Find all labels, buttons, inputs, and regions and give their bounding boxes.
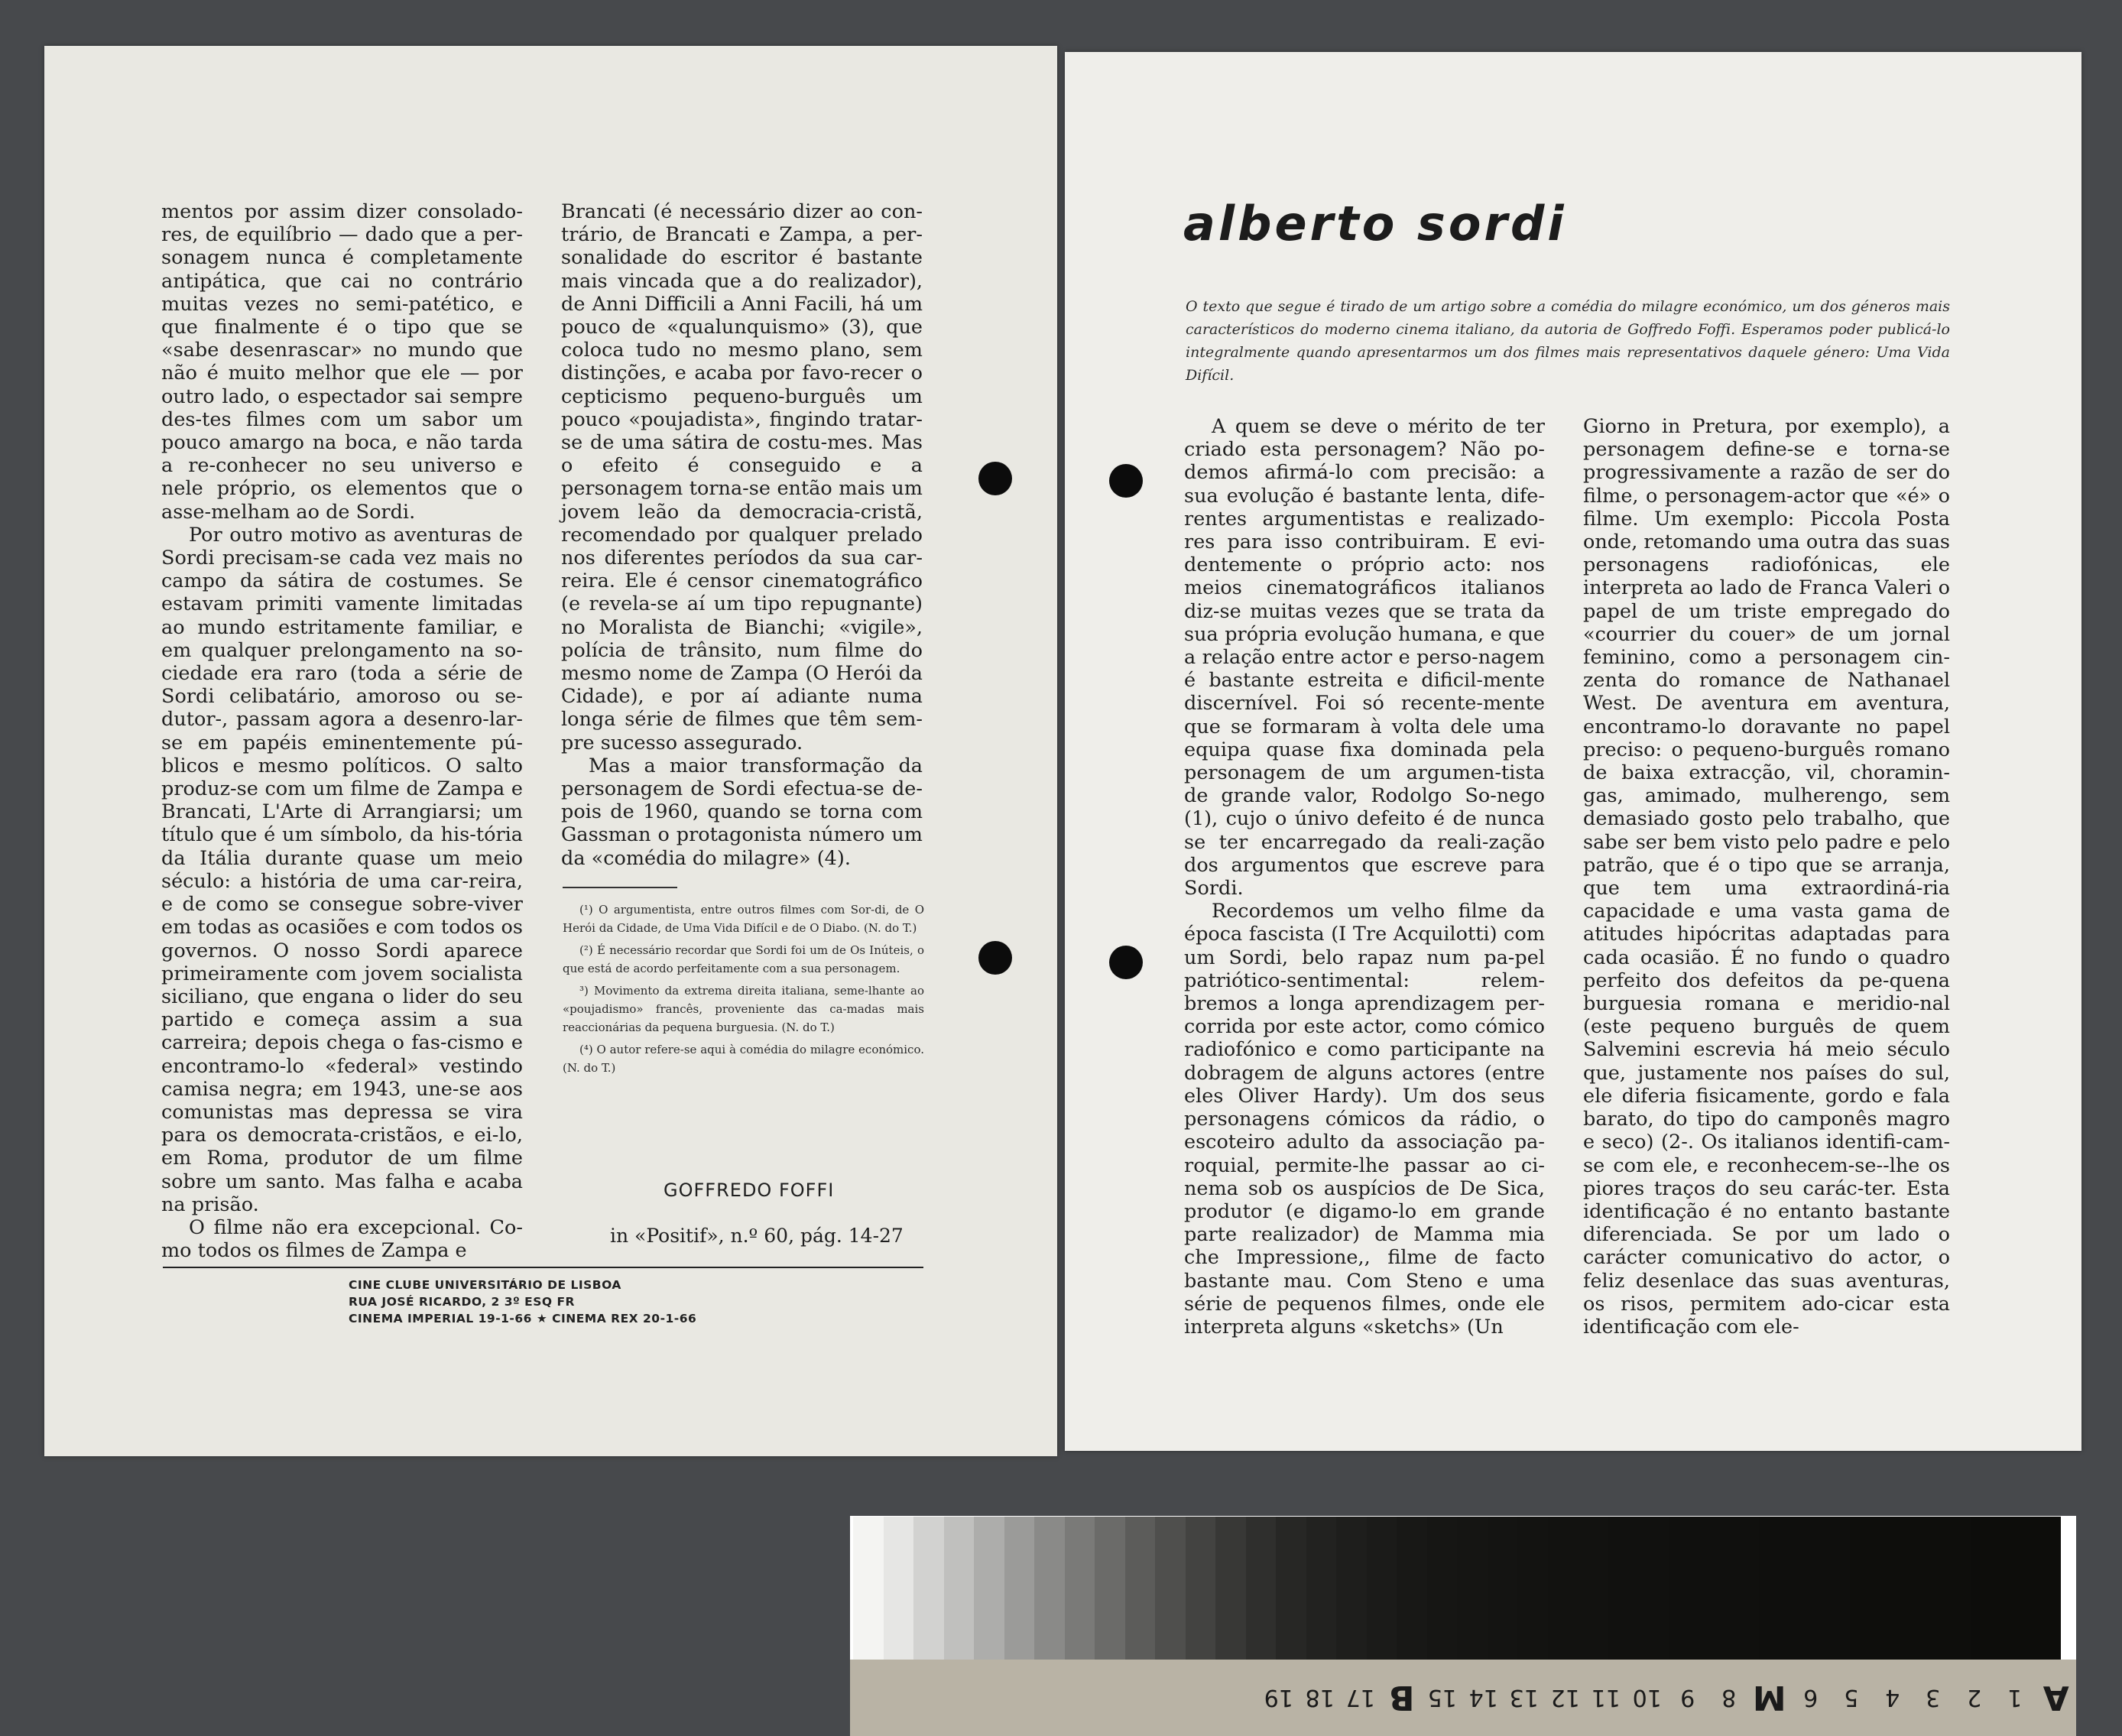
club-info: [349, 1277, 696, 1327]
gray-swatch: [2031, 1517, 2062, 1660]
scale-label: 6: [1802, 1684, 1818, 1712]
gray-swatch: [1034, 1517, 1065, 1660]
gray-swatch: [1306, 1517, 1337, 1660]
club-line: CINEMA IMPERIAL 19-1-66 ★ CINEMA REX 20-1-66: [349, 1312, 697, 1326]
gray-swatch: [1186, 1517, 1216, 1660]
scale-label: 5: [1844, 1684, 1859, 1712]
gray-swatch: [853, 1517, 884, 1660]
right-column-2: [1583, 415, 1950, 1339]
gray-swatch: [1940, 1517, 1971, 1660]
scale-label: 2: [1966, 1684, 1981, 1712]
footnote: (⁴) O autor refere-se aqui à comédia do milagre económico. (N. do T.): [563, 1043, 924, 1075]
gray-swatch: [944, 1517, 975, 1660]
punch-hole: [1109, 946, 1143, 979]
gray-swatch: [1246, 1517, 1277, 1660]
footnote: ³) Movimento da extrema direita italiana, seme-lhante ao «poujadismo» francês, proveniente das ca-madas mais reaccionárias da pequena burguesia. (N. do T.): [563, 984, 924, 1034]
paragraph: Por outro motivo as aventuras de Sordi precisam-se cada vez mais no campo da sátira de costumes. Se estavam primiti vamente limitadas ao mundo estritamente familiar, e em qualquer prelongamento na so-ciedade era raro (toda a série de Sordi celibatário, amoroso ou se-dutor-, passam agora a desenro-lar-se em papéis eminentemente pú-blicos e mesmo políticos. O salto produz-se com um filme de Zampa e Brancati, L'Arte di Arrangiarsi; um título que é um símbolo, da his-tória da Itália durante quase um meio século: a história de uma car-reira, e de como se consegue sobre-viver em todas as ocasiões e com todos os governos. O nosso Sordi aparece primeiramente com jovem socialista siciliano, que engana o lider do seu partido e começa assim a sua carreira; depois chega o fas-cismo e encontramo-lo «federal» vestindo camisa negra; em 1943, une-se aos comunistas mas depressa se vira para os democrata-cristãos, e ei-lo, em Roma, produtor de um filme sobre um santo. Mas falha e acaba na prisão.: [161, 523, 523, 1216]
grayscale-swatches: [853, 1517, 2061, 1660]
right-column-1: [1184, 415, 1545, 1339]
gray-swatch: [1910, 1517, 1941, 1660]
gray-swatch: [1397, 1517, 1427, 1660]
scale-label: 8: [1721, 1684, 1736, 1712]
paragraph: O filme não era excepcional. Co-mo todos os filmes de Zampa e: [161, 1215, 523, 1263]
scale-label: 17: [1345, 1684, 1375, 1712]
paragraph: A quem se deve o mérito de ter criado esta personagem? Não po-demos afirmá-lo com precisão: a sua evolução é bastante lenta, dife-rentes argumentistas e realizado-res para isso contribuiram. E evi-dentemente o próprio acto: nos meios cinematográficos italianos diz-se muitas vezes que se trata da sua própria evolução humana, e que a relação entre actor e perso-nagem é bastante estreita e dificil-mente discernível. Foi só recente-mente que se formaram à volta dele uma equipa quase fixa dominada pela personagem de um argumen-tista de grande valor, Rodolgo So-nego (1), cujo o únivo defeito é de nunca se ter encarregado da reali-zação dos argumentos que escreve para Sordi.: [1184, 415, 1545, 900]
author-signature: GOFFREDO FOFFI: [664, 1180, 835, 1201]
scale-label: 10: [1632, 1684, 1662, 1712]
scale-label: 11: [1591, 1684, 1621, 1712]
gray-swatch: [1880, 1517, 1910, 1660]
gray-swatch: [1276, 1517, 1306, 1660]
gray-swatch: [1819, 1517, 1850, 1660]
article-title: alberto sordi: [1183, 196, 1567, 251]
gray-swatch: [1427, 1517, 1458, 1660]
scale-label: 13: [1509, 1684, 1539, 1712]
club-divider: [163, 1267, 923, 1268]
gray-swatch: [1336, 1517, 1367, 1660]
club-line: RUA JOSÉ RICARDO, 2 3º ESQ FR: [349, 1295, 575, 1309]
paragraph: Mas a maior transformação da personagem de Sordi efectua-se de-pois de 1960, quando se torna com Gassman o protagonista número um da «comédia do milagre» (4).: [561, 754, 923, 870]
gray-swatch: [1638, 1517, 1669, 1660]
gray-swatch: [1095, 1517, 1125, 1660]
gray-swatch: [1457, 1517, 1488, 1660]
gray-swatch: [1971, 1517, 2001, 1660]
scale-label: 19: [1264, 1684, 1293, 1712]
scale-label: B: [1388, 1678, 1415, 1718]
scale-label: 14: [1468, 1684, 1498, 1712]
source-citation: in «Positif», n.º 60, pág. 14-27: [610, 1225, 904, 1247]
footnotes: [563, 900, 924, 1081]
gray-swatch: [1759, 1517, 1789, 1660]
gray-swatch: [1699, 1517, 1729, 1660]
gray-swatch: [974, 1517, 1004, 1660]
paragraph: Giorno in Pretura, por exemplo), a personagem define-se e torna-se progressivamente a razão de ser do filme, o personagem-actor que «é» o filme. Um exemplo: Piccola Posta onde, retomando uma outra das suas personagens radiofónicas, ele interpreta ao lado de Franca Valeri o papel de um triste empregado do «courrier du couer» de um jornal feminino, como a personagem cin-zenta do romance de Nathanael West. De aventura em aventura, encontramo-lo doravante no papel preciso: o pequeno-burguês romano de baixa extracção, vil, choramin-gas, amimado, mulherengo, sem demasiado gosto pelo trabalho, que sabe ser bem visto pelo padre e pelo patrão, que é o tipo que se arranja, que tem uma extraordiná-ria capacidade e uma vasta gama de atitudes hipócritas adaptadas para cada ocasião. É no fundo o quadro perfeito dos defeitos da pe-quena burguesia romana e meridio-nal (este pequeno burguês de quem Salvemini escrevia há meio século que, justamente nos países do sul, ele diferia fisicamente, gordo e fala barato, do tipo do camponês magro e seco) (2-. Os italianos identifi-cam-se com ele, e reconhecem-se--lhe os piores traços do seu carác-ter. Esta identificação é no entanto bastante diferenciada. Se por um lado o carácter comunicativo do actor, o feliz desenlace das suas aventuras, os risos, permitem ado-cicar esta identificação com ele-: [1583, 415, 1950, 1339]
left-column-1: [161, 200, 523, 1262]
club-line: CINE CLUBE UNIVERSITÁRIO DE LISBOA: [349, 1278, 621, 1292]
scale-label: 9: [1680, 1684, 1695, 1712]
punch-hole: [978, 462, 1012, 495]
gray-swatch: [1729, 1517, 1760, 1660]
paragraph: Recordemos um velho filme da época fascista (I Tre Acquilotti) com um Sordi, belo rapaz num pa-pel patriótico-sentimental: relem-bremos a longa aprendizagem per-corrida por este actor, como cómico radiofónico e como participante na dobragem de alguns actores (entre eles Oliver Hardy). Um dos seus personagens cómicos da rádio, o escoteiro adulto da associação pa-roquial, permite-lhe passar ao ci-nema sob os auspícios de De Sica, produtor (e digamo-lo em grande parte realizador) de Mamma mia che Impressione,, filme de facto bastante mau. Com Steno e uma série de pequenos filmes, onde ele interpreta alguns «sketchs» (Un: [1184, 900, 1545, 1339]
right-page: [1065, 52, 2081, 1451]
gray-swatch: [1004, 1517, 1035, 1660]
left-column-2: [561, 200, 923, 870]
gray-swatch: [1608, 1517, 1639, 1660]
scale-label: 4: [1884, 1684, 1900, 1712]
gray-swatch: [2000, 1517, 2031, 1660]
footnote-divider: [563, 887, 677, 888]
footnote: (¹) O argumentista, entre outros filmes com Sor-di, de O Herói da Cidade, de Uma Vida Difícil e de O Diabo. (N. do T.): [563, 903, 924, 935]
intro-paragraph: O texto que segue é tirado de um artigo sobre a comédia do milagre económico, um dos géneros mais característicos do moderno cinema italiano, da autoria de Goffredo Foffi. Esperamos poder publicá-lo integralmente quando apresentarmos um dos filmes mais representativos daquele género: Uma Vida Difícil.: [1186, 298, 1950, 384]
gray-swatch: [1065, 1517, 1095, 1660]
paragraph: Brancati (é necessário dizer ao con-trário, de Brancati e Zampa, a per-sonalidade do escritor é bastante mais vincada que a do realizador), de Anni Difficili a Anni Facili, há um pouco de «qualunquismo» (3), que coloca tudo no mesmo plano, sem distinções, e acaba por favo-recer o cepticismo pequeno-burguês um pouco «poujadista», fingindo tratar-se de uma sátira de costu-mes. Mas o efeito é conseguido e a personagem torna-se então mais um jovem leão da democracia-cristã, recomendado por qualquer prelado nos diferentes períodos da sua car-reira. Ele é censor cinematográfico (e revela-se aí um tipo repugnante) no Moralista de Bianchi; «vigile», polícia de trânsito, num filme do mesmo nome de Zampa (O Herói da Cidade), e por aí adiante numa longa série de filmes que têm sem-pre sucesso assegurado.: [561, 200, 923, 754]
footnote: (²) É necessário recordar que Sordi foi um de Os Inúteis, o que está de acordo perfeitamente com a sua personagem.: [563, 943, 924, 975]
gray-swatch: [1548, 1517, 1579, 1660]
scale-label: 18: [1305, 1684, 1335, 1712]
gray-swatch: [1125, 1517, 1156, 1660]
gray-swatch: [913, 1517, 944, 1660]
gray-swatch: [1215, 1517, 1246, 1660]
punch-hole: [1109, 464, 1143, 498]
scale-label: 3: [1926, 1684, 1941, 1712]
gray-swatch: [1578, 1517, 1608, 1660]
scale-label: 1: [2007, 1684, 2023, 1712]
gray-swatch: [1850, 1517, 1880, 1660]
scale-label: M: [1752, 1678, 1786, 1718]
punch-hole: [978, 941, 1012, 975]
gray-swatch: [1367, 1517, 1397, 1660]
scale-label: 12: [1550, 1684, 1580, 1712]
scale-label: 15: [1427, 1684, 1457, 1712]
gray-swatch: [1488, 1517, 1518, 1660]
scale-labels: [850, 1660, 2076, 1736]
left-page: [44, 46, 1057, 1456]
gray-swatch: [884, 1517, 914, 1660]
gray-swatch: [1155, 1517, 1186, 1660]
gray-swatch: [1669, 1517, 1699, 1660]
gray-swatch: [1517, 1517, 1548, 1660]
paragraph: mentos por assim dizer consolado-res, de equilíbrio — dado que a per-sonagem nunca é completamente antipática, que cai no contrário muitas vezes no semi-patético, e que finalmente é o tipo que se «sabe desenrascar» no mundo que não é muito melhor que ele — por outro lado, o espectador sai sempre des-tes filmes com um sabor um pouco amargo na boca, e não tarda a re-conhecer no seu universo e nele próprio, os elementos que o asse-melham ao de Sordi.: [161, 200, 523, 524]
gray-swatch: [1789, 1517, 1820, 1660]
scale-label: A: [2043, 1678, 2069, 1718]
